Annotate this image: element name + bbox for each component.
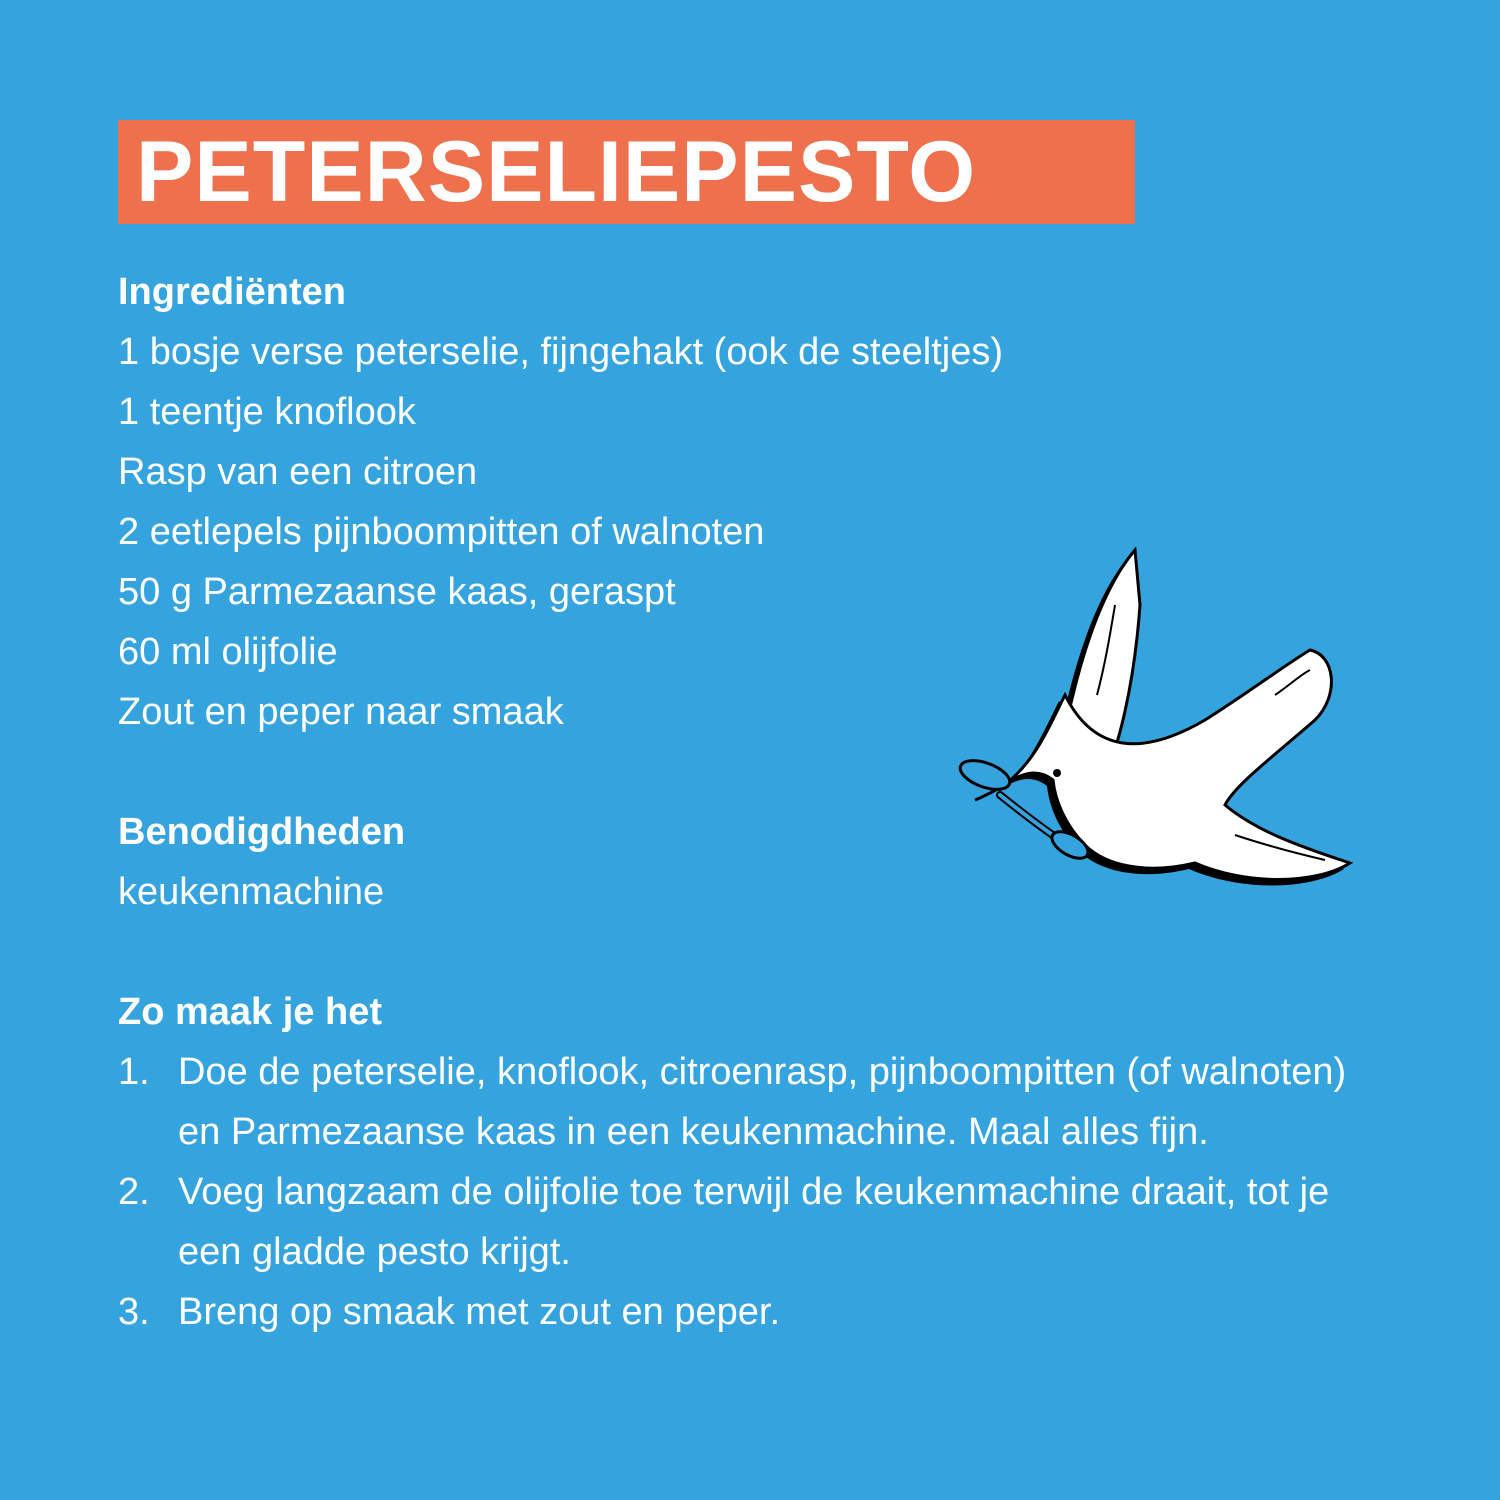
- ingredients-heading: Ingrediënten: [118, 271, 347, 313]
- ingredient-item: 2 eetlepels pijnboompitten of walnoten: [118, 511, 765, 553]
- supply-item: keukenmachine: [118, 871, 385, 913]
- method-heading: Zo maak je het: [118, 991, 382, 1033]
- bird-with-spoon-icon: [945, 545, 1365, 890]
- ingredient-item: 1 bosje verse peterselie, fijngehakt (ook de steeltjes): [118, 331, 1004, 373]
- method-step: [118, 1162, 1358, 1282]
- step-text: Voeg langzaam de olijfolie toe terwijl de keukenmachine draait, tot je een gladde pesto krijgt.: [178, 1171, 1330, 1273]
- method-section: [118, 982, 1378, 1342]
- ingredient-item: 1 teentje knoflook: [118, 391, 416, 433]
- ingredient-item: Rasp van een citroen: [118, 451, 478, 493]
- method-step: [118, 1282, 1358, 1342]
- method-step: [118, 1042, 1358, 1162]
- step-number: 1.: [118, 1051, 150, 1093]
- ingredient-item: Zout en peper naar smaak: [118, 691, 564, 733]
- step-number: 2.: [118, 1171, 150, 1213]
- step-number: 3.: [118, 1291, 150, 1333]
- step-text: Breng op smaak met zout en peper.: [178, 1291, 781, 1333]
- step-text: Doe de peterselie, knoflook, citroenrasp, pijnboompitten (of walnoten) en Parmezaanse kaas in een keukenmachine. Maal alles fijn.: [178, 1051, 1347, 1153]
- page-title: PETERSELIEPESTO: [136, 124, 977, 220]
- ingredient-item: 60 ml olijfolie: [118, 631, 338, 673]
- supplies-heading: Benodigdheden: [118, 811, 406, 853]
- ingredient-item: 50 g Parmezaanse kaas, geraspt: [118, 571, 676, 613]
- method-steps: [118, 1042, 1378, 1342]
